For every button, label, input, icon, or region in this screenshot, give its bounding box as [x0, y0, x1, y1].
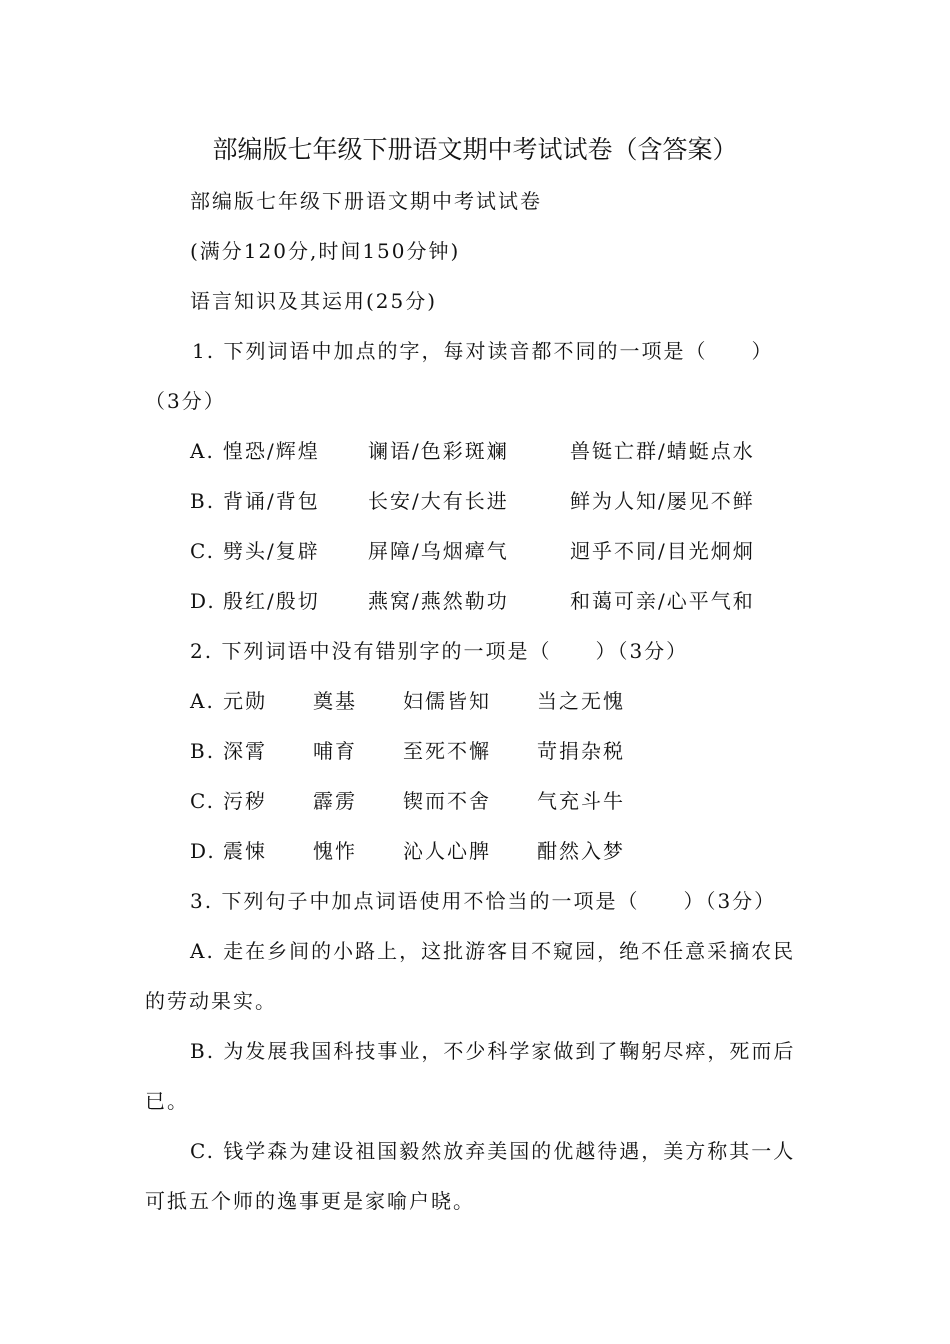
option-item: 至死不懈 — [403, 739, 491, 763]
question-3-option-b-line1: B. 为发展我国科技事业，不少科学家做到了鞠躬尽瘁，死而后 — [190, 1039, 796, 1063]
option-item: 气充斗牛 — [537, 789, 625, 813]
option-item: 殷红/殷切 — [223, 589, 320, 613]
option-label: C. — [190, 789, 215, 813]
option-item: 沁人心脾 — [403, 839, 491, 863]
section-heading: 语言知识及其运用(25分) — [190, 289, 438, 313]
document-title: 部编版七年级下册语文期中考试试卷（含答案） — [212, 135, 738, 164]
option-label: B. — [190, 739, 216, 763]
question-3-option-a-line2: 的劳动果实。 — [145, 989, 277, 1013]
option-label: D. — [190, 839, 216, 863]
option-item: 和蔼可亲/心平气和 — [570, 589, 755, 613]
question-3-option-a-line1: A. 走在乡间的小路上，这批游客目不窥园，绝不任意采摘农民 — [190, 939, 796, 963]
option-item: 长安/大有长进 — [368, 489, 509, 513]
option-item: 锲而不舍 — [403, 789, 491, 813]
option-item: 苛捐杂税 — [537, 739, 625, 763]
option-item: 深霄 — [223, 739, 267, 763]
option-item: 愧怍 — [313, 839, 357, 863]
option-item: 鲜为人知/屡见不鲜 — [570, 489, 755, 513]
option-item: 背诵/背包 — [223, 489, 320, 513]
option-label: B. — [190, 489, 216, 513]
question-2-stem: 2. 下列词语中没有错别字的一项是（ ）（3分） — [190, 639, 689, 663]
option-item: 惶恐/辉煌 — [223, 439, 320, 463]
question-3-stem: 3. 下列句子中加点词语使用不恰当的一项是（ ）（3分） — [190, 889, 777, 913]
option-label: C. — [190, 539, 215, 563]
question-1-score: （3分） — [145, 389, 226, 413]
option-item: 霹雳 — [313, 789, 357, 813]
option-item: 奠基 — [313, 689, 357, 713]
option-item: 污秽 — [223, 789, 267, 813]
question-3-option-c-line2: 可抵五个师的逸事更是家喻户晓。 — [145, 1189, 475, 1213]
option-item: 谰语/色彩斑斓 — [368, 439, 509, 463]
option-item: 妇儒皆知 — [403, 689, 491, 713]
option-item: 劈头/复辟 — [223, 539, 320, 563]
option-label: D. — [190, 589, 216, 613]
option-label: A. — [190, 439, 215, 463]
option-item: 当之无愧 — [537, 689, 625, 713]
score-time: (满分120分,时间150分钟) — [190, 239, 461, 263]
option-item: 元勋 — [223, 689, 267, 713]
subtitle: 部编版七年级下册语文期中考试试卷 — [190, 189, 542, 213]
option-item: 屏障/乌烟瘴气 — [368, 539, 509, 563]
question-3-option-b-line2: 已。 — [145, 1089, 189, 1113]
option-item: 哺育 — [313, 739, 357, 763]
option-item: 迥乎不同/目光炯炯 — [570, 539, 755, 563]
option-item: 兽铤亡群/蜻蜓点水 — [570, 439, 755, 463]
option-item: 酣然入梦 — [537, 839, 625, 863]
question-3-option-c-line1: C. 钱学森为建设祖国毅然放弃美国的优越待遇，美方称其一人 — [190, 1139, 796, 1163]
question-1-stem: 1. 下列词语中加点的字，每对读音都不同的一项是（ ） — [192, 339, 774, 363]
option-label: A. — [190, 689, 215, 713]
option-item: 燕窝/燕然勒功 — [368, 589, 509, 613]
option-item: 震悚 — [223, 839, 267, 863]
